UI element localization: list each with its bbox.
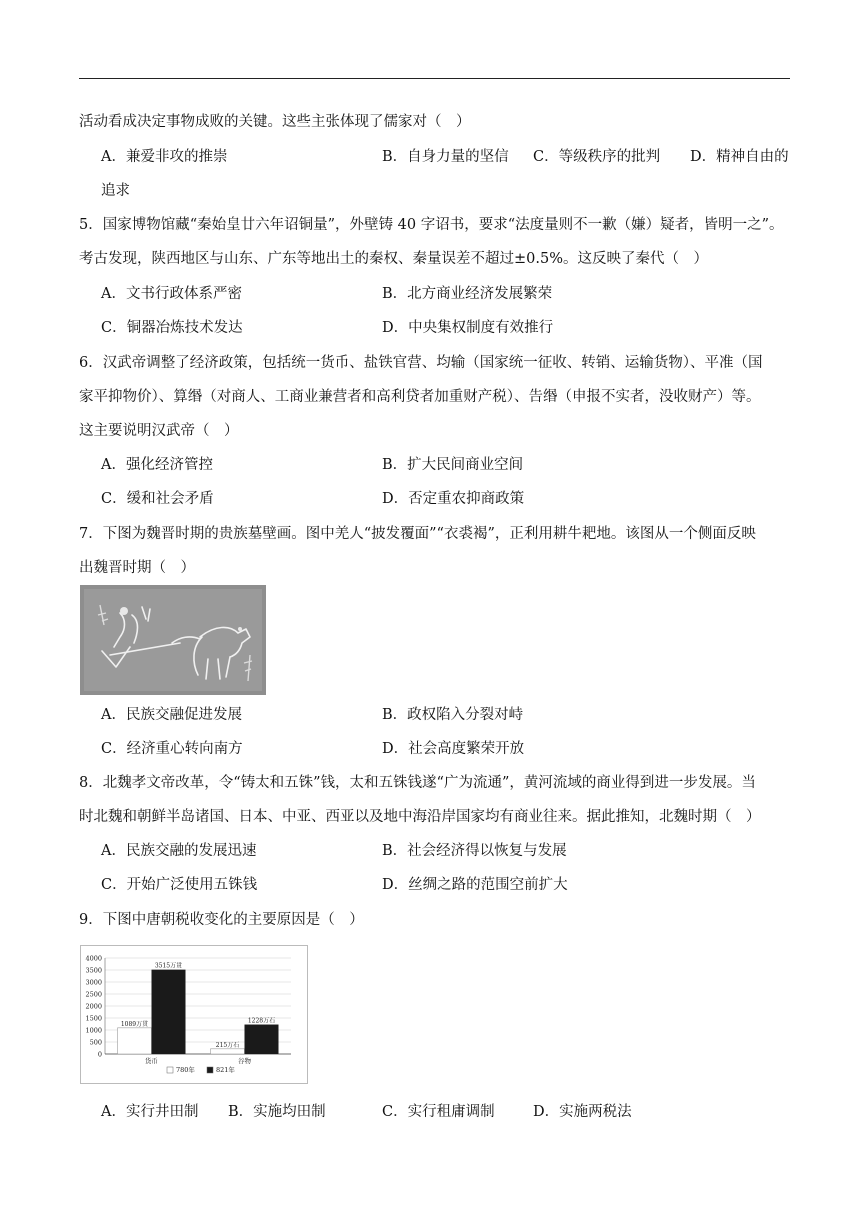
- q5-option-d[interactable]: D．中央集权制度有效推行: [382, 320, 554, 336]
- header-rule: [79, 78, 790, 79]
- q9-option-b[interactable]: B．实施均田制: [228, 1104, 326, 1120]
- q6-option-b[interactable]: B．扩大民间商业空间: [382, 457, 524, 473]
- q7-option-b[interactable]: B．政权陷入分裂对峙: [382, 707, 524, 723]
- data-label: 3515万贯: [154, 962, 183, 970]
- q5-stem-2: 考古发现，陕西地区与山东、广东等地出土的秦权、秦量误差不超过±0.5%。这反映了秦代（ ）: [79, 251, 708, 267]
- q8-stem-2: 时北魏和朝鲜半岛诸国、日本、中亚、西亚以及地中海沿岸国家均有商业往来。据此推知，北魏时期（ ）: [79, 809, 761, 825]
- q9-option-d[interactable]: D．实施两税法: [533, 1104, 632, 1120]
- q4-option-a[interactable]: A．兼爱非攻的推崇: [101, 149, 228, 165]
- y-tick-label: 3000: [85, 978, 102, 987]
- legend-label: 780年: [176, 1066, 195, 1074]
- q6-option-c[interactable]: C．缓和社会矛盾: [101, 491, 214, 507]
- x-tick-label: 货币: [145, 1057, 158, 1065]
- q6-stem-3: 这主要说明汉武帝（ ）: [79, 423, 239, 439]
- legend-label: 821年: [216, 1066, 235, 1074]
- q4-option-c[interactable]: C．等级秩序的批判: [533, 149, 661, 165]
- q6-option-d[interactable]: D．否定重农抑商政策: [382, 491, 525, 507]
- legend-swatch: [207, 1067, 213, 1073]
- x-tick-label: 谷物: [238, 1057, 251, 1065]
- q7-option-a[interactable]: A．民族交融促进发展: [101, 707, 242, 723]
- bar: [211, 1049, 245, 1054]
- q8-option-d[interactable]: D．丝绸之路的范围空前扩大: [382, 877, 568, 893]
- q6-stem-2: 家平抑物价）、算缗（对商人、工商业兼营者和高利贷者加重财产税）、告缗（申报不实者，没收财产）等。: [79, 389, 761, 405]
- q9-stem: 9．下图中唐朝税收变化的主要原因是（ ）: [79, 912, 364, 928]
- q5-stem-1: 5．国家博物馆藏“秦始皇廿六年诏铜量”，外壁铸 40 字诏书，要求“法度量则不一歉（嫌）疑者，皆明一之”。: [79, 217, 784, 233]
- data-label: 1228万石: [247, 1017, 276, 1025]
- q4-option-d[interactable]: D．精神自由的: [690, 149, 789, 165]
- q8-option-c[interactable]: C．开始广泛使用五铢钱: [101, 877, 258, 893]
- mural-image: [80, 585, 266, 695]
- legend-swatch: [167, 1067, 173, 1073]
- q7-option-c[interactable]: C．经济重心转向南方: [101, 741, 243, 757]
- q4-option-d-cont: 追求: [101, 183, 130, 199]
- y-tick-label: 2500: [85, 990, 102, 999]
- y-tick-label: 1000: [85, 1026, 102, 1035]
- y-tick-label: 500: [89, 1038, 102, 1047]
- y-tick-label: 0: [97, 1050, 102, 1059]
- q4-stem-end: 活动看成决定事物成败的关键。这些主张体现了儒家对（ ）: [79, 114, 471, 130]
- tax-chart: [80, 945, 308, 1084]
- q5-option-c[interactable]: C．铜器冶炼技术发达: [101, 320, 243, 336]
- y-tick-label: 2000: [85, 1002, 102, 1011]
- data-label: 1089万贯: [120, 1020, 149, 1028]
- q5-option-b[interactable]: B．北方商业经济发展繁荣: [382, 286, 553, 302]
- q7-stem-1: 7．下图为魏晋时期的贵族墓壁画。图中羌人“披发覆面”“衣裘褐”，正利用耕牛耙地。该图从一个侧面反映: [79, 526, 756, 542]
- bar: [245, 1025, 279, 1054]
- bar: [152, 970, 186, 1054]
- tax-chart-svg: [81, 946, 307, 1083]
- q8-stem-1: 8．北魏孝文帝改革，令“铸太和五铢”钱，太和五铢钱遂“广为流通”，黄河流域的商业得到进一步发展。当: [79, 775, 756, 791]
- y-tick-label: 3500: [85, 966, 102, 975]
- q8-option-b[interactable]: B．社会经济得以恢复与发展: [382, 843, 567, 859]
- q5-option-a[interactable]: A．文书行政体系严密: [101, 286, 242, 302]
- y-tick-label: 1500: [85, 1014, 102, 1023]
- q4-option-b[interactable]: B．自身力量的坚信: [382, 149, 509, 165]
- y-tick-label: 4000: [85, 954, 102, 963]
- mural-drawing: [80, 585, 266, 695]
- data-label: 215万石: [215, 1041, 240, 1049]
- q8-option-a[interactable]: A．民族交融的发展迅速: [101, 843, 257, 859]
- q9-option-c[interactable]: C．实行租庸调制: [382, 1104, 495, 1120]
- q6-option-a[interactable]: A．强化经济管控: [101, 457, 213, 473]
- bar: [118, 1028, 152, 1054]
- q7-stem-2: 出魏晋时期（ ）: [79, 560, 195, 576]
- q6-stem-1: 6．汉武帝调整了经济政策，包括统一货币、盐铁官营、均输（国家统一征收、转销、运输货物）、平准（国: [79, 355, 763, 371]
- q9-option-a[interactable]: A．实行井田制: [101, 1104, 199, 1120]
- q7-option-d[interactable]: D．社会高度繁荣开放: [382, 741, 525, 757]
